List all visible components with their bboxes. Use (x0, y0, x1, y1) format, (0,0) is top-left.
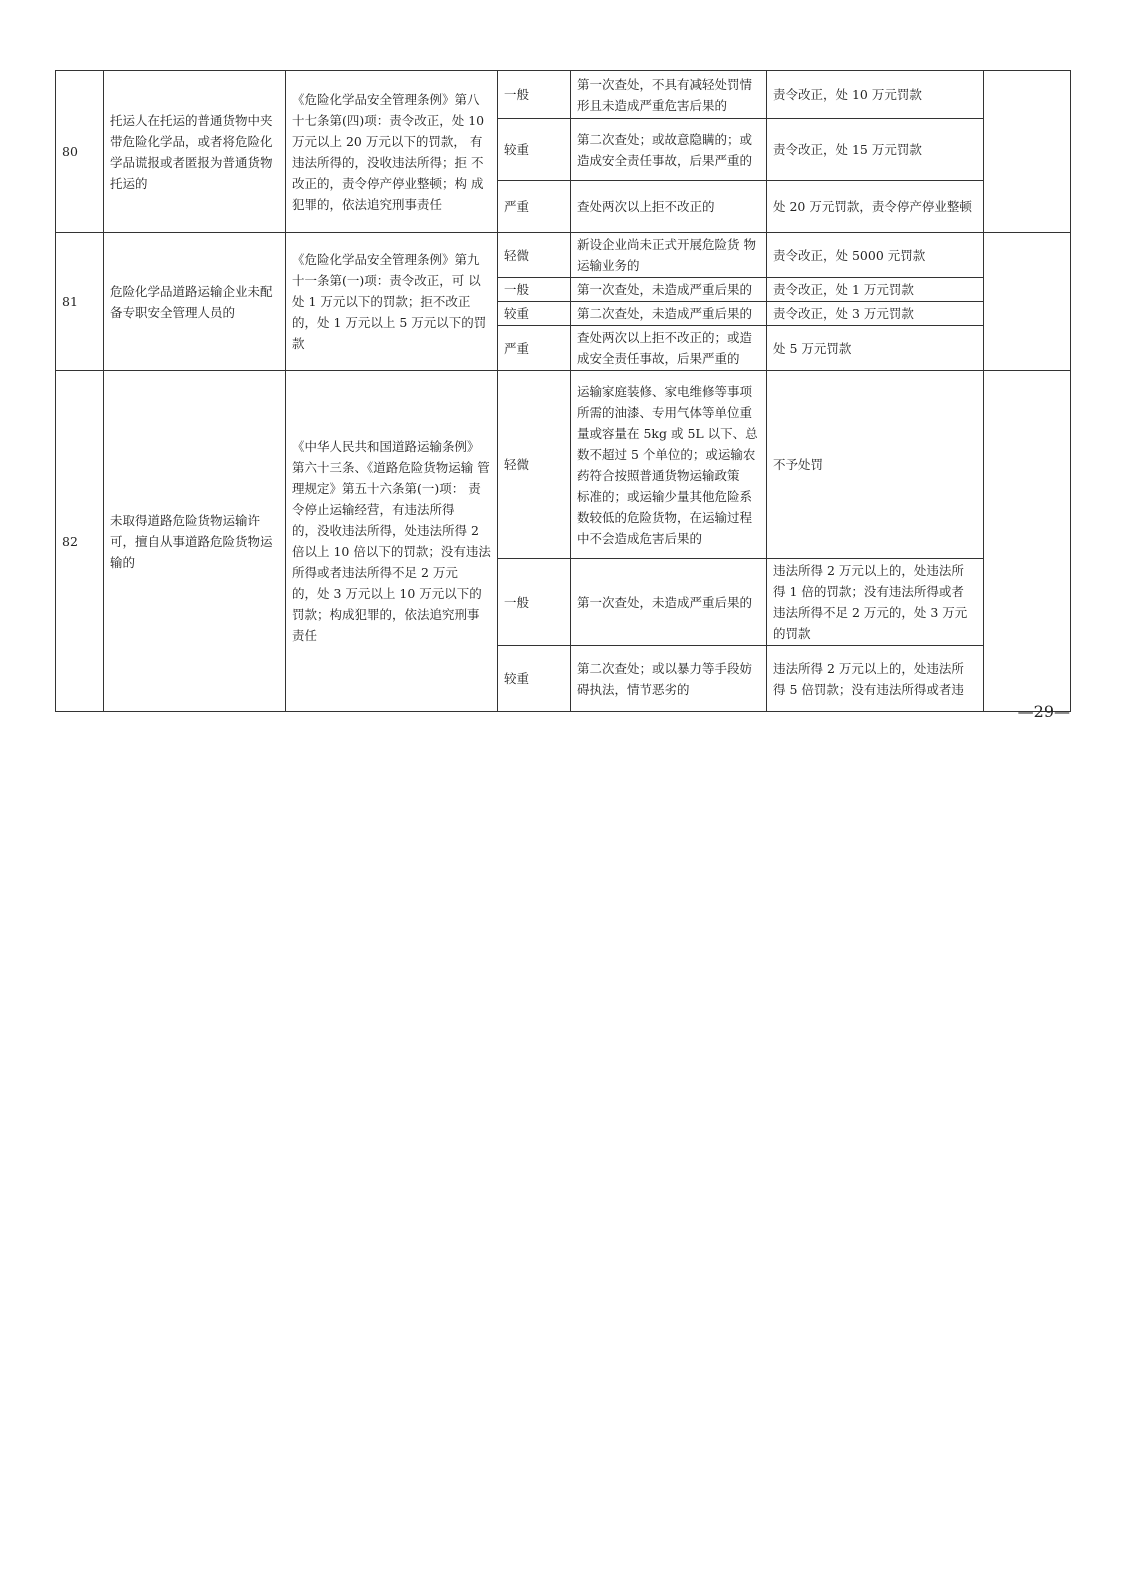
circumstance-cell: 第一次查处，未造成严重后果的 (571, 559, 767, 646)
circumstance-cell: 第二次查处；或故意隐瞒的；或造成安全责任事故，后果严重的 (571, 119, 767, 181)
circumstance-cell: 新设企业尚未正式开展危险货 物运输业务的 (571, 233, 767, 278)
legal-basis-part: 的，没收违法所得，处违法所得 2 倍以上 10 倍以下的罚款；没有违法所得或者违法所得不足 2 万元 (292, 523, 491, 580)
penalty-cell: 责令改正，处 3 万元罚款 (767, 302, 984, 326)
penalty-standard-table (55, 70, 1071, 712)
penalty-cell: 违法所得 2 万元以上的，处违法所 得 1 倍的罚款；没有违法所得或者 违法所得不足 2 万元的，处 3 万元 的罚款 (767, 559, 984, 646)
penalty-cell: 责令改正，处 10 万元罚款 (767, 71, 984, 119)
remarks-cell (984, 233, 1071, 371)
circumstance-cell: 第二次查处，未造成严重后果的 (571, 302, 767, 326)
circumstance-cell: 第二次查处；或以暴力等手段妨碍执法，情节恶劣的 (571, 646, 767, 712)
circumstance-cell: 第一次查处，不具有减轻处罚情形且未造成严重危害后果的 (571, 71, 767, 119)
table-row-82 (56, 371, 1071, 559)
legal-basis-cell: 《危险化学品安全管理条例》第九十一条第(一)项：责令改正，可 以处 1 万元以下的罚款；拒不改正 的，处 1 万元以上 5 万元以下的罚 款 (286, 233, 498, 371)
table-row-80 (56, 71, 1071, 119)
penalty-cell: 责令改正，处 1 万元罚款 (767, 278, 984, 302)
legal-basis-cell (286, 371, 498, 712)
severity-level: 较重 (498, 302, 571, 326)
circumstance-cell: 查处两次以上拒不改正的；或造成安全责任事故，后果严重的 (571, 326, 767, 371)
severity-level: 严重 (498, 326, 571, 371)
penalty-cell: 责令改正，处 5000 元罚款 (767, 233, 984, 278)
severity-level: 较重 (498, 119, 571, 181)
circumstance-cell: 第一次查处，未造成严重后果的 (571, 278, 767, 302)
remarks-cell (984, 371, 1071, 712)
legal-basis-part: 《中华人民共和国道路运输条例》 第六十三条、《道路危险货物运输 管理规定》第五十六条第(一)项： 责令停止运输经营，有违法所得 (292, 439, 490, 517)
item-number: 82 (56, 371, 104, 712)
penalty-cell: 责令改正，处 15 万元罚款 (767, 119, 984, 181)
circumstance-cell: 查处两次以上拒不改正的 (571, 181, 767, 233)
violation-cell: 危险化学品道路运输企业未配备专职安全管理人员的 (104, 233, 286, 371)
severity-level: 严重 (498, 181, 571, 233)
severity-level: 轻微 (498, 233, 571, 278)
item-number: 80 (56, 71, 104, 233)
remarks-cell (984, 71, 1071, 233)
severity-level: 一般 (498, 71, 571, 119)
item-number: 81 (56, 233, 104, 371)
violation-cell: 托运人在托运的普通货物中夹带危险化学品，或者将危险化学品谎报或者匿报为普通货物托运的 (104, 71, 286, 233)
circumstance-part: 运输家庭装修、家电维修等事项所需的油漆、专用气体等单位重量或容量在 5kg 或 5L 以下、总 数不超过 5 个单位的；或运输农 药符合按照普通货物运输政策 (577, 383, 758, 483)
severity-level: 较重 (498, 646, 571, 712)
violation-cell: 未取得道路危险货物运输许可，擅自从事道路危险货物运输的 (104, 371, 286, 712)
page-number: —29— (1017, 702, 1070, 721)
penalty-cell: 不予处罚 (767, 371, 984, 559)
penalty-cell: 处 5 万元罚款 (767, 326, 984, 371)
circumstance-part: 标准的；或运输少量其他危险系数较低的危险货物，在运输过程中不会造成危害后果的 (577, 488, 753, 546)
severity-level: 一般 (498, 559, 571, 646)
circumstance-cell (571, 371, 767, 559)
penalty-cell: 违法所得 2 万元以上的，处违法所 得 5 倍罚款；没有违法所得或者违 (767, 646, 984, 712)
severity-level: 轻微 (498, 371, 571, 559)
legal-basis-cell: 《危险化学品安全管理条例》第八十七条第(四)项：责令改正，处 10 万元以上 20 万元以下的罚款， 有违法所得的，没收违法所得；拒 不改正的，责令停产停业整顿；构 成犯罪的，依法追究刑事责任 (286, 71, 498, 233)
penalty-cell: 处 20 万元罚款，责令停产停业整顿 (767, 181, 984, 233)
legal-basis-part: 的，处 3 万元以上 10 万元以下的 罚款；构成犯罪的，依法追究刑事 责任 (292, 586, 482, 643)
table-row-81 (56, 233, 1071, 278)
severity-level: 一般 (498, 278, 571, 302)
